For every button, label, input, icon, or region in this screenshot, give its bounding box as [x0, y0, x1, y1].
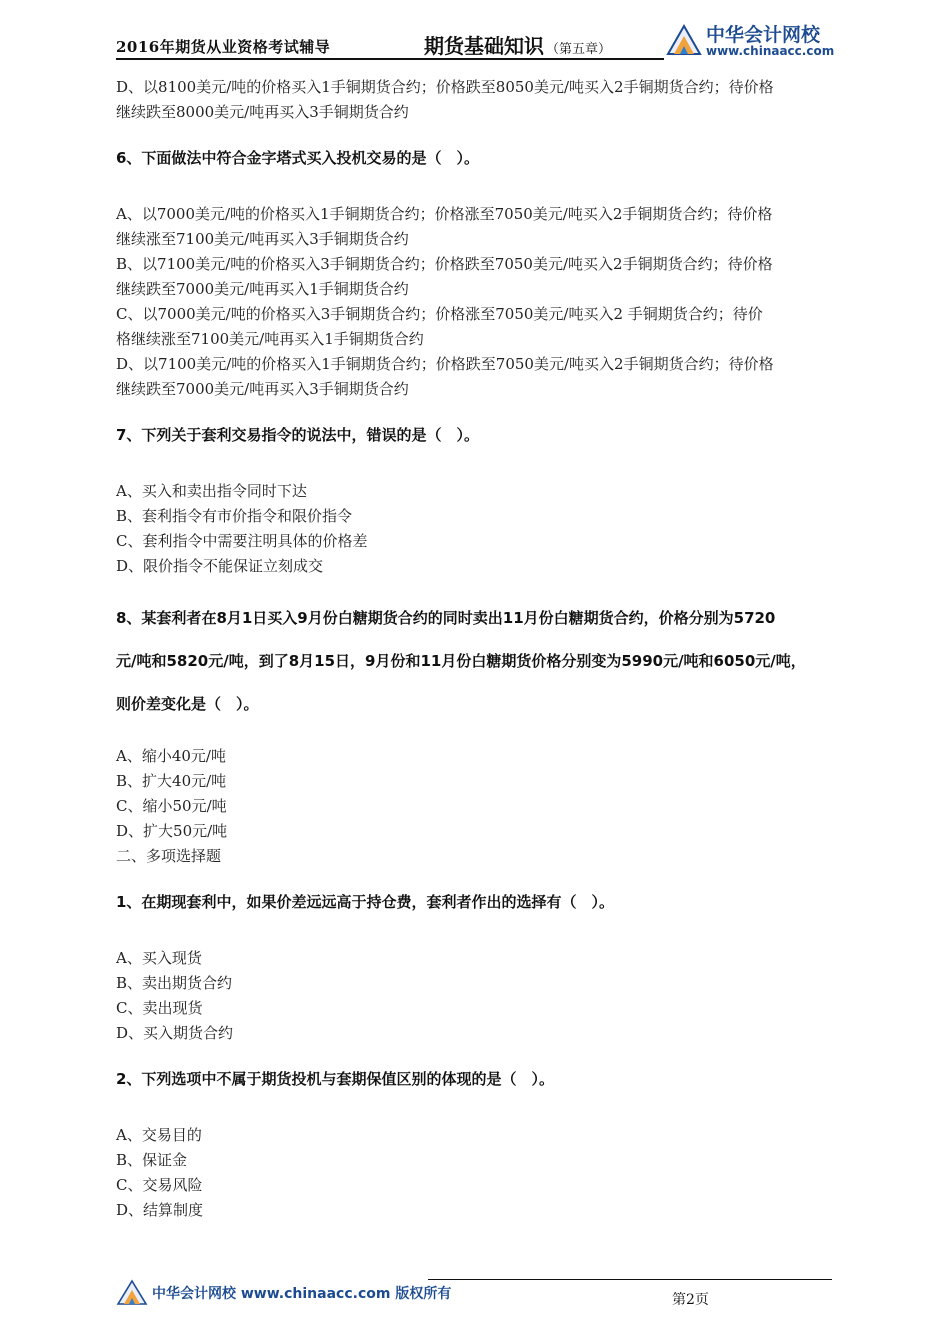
question-7: 7、下列关于套利交易指令的说法中，错误的是（ ）。 [116, 426, 479, 444]
header-rule [116, 58, 664, 60]
option-line: 格继续涨至7100美元/吨再买入1手铜期货合约 [116, 330, 424, 348]
question-8-options [116, 744, 840, 869]
multi-question-1-options [116, 946, 840, 1046]
question-6: 6、下面做法中符合金字塔式买入投机交易的是（ ）。 [116, 149, 479, 167]
option-line: 继续跌至7000美元/吨再买入1手铜期货合约 [116, 280, 409, 298]
page-footer [116, 1276, 836, 1316]
question-8-line: 则价差变化是（ ）。 [116, 695, 259, 713]
text-line: D、以8100美元/吨的价格买入1手铜期货合约；价格跌至8050美元/吨买入2手铜期货合约；待价格 [116, 78, 774, 96]
option-d: D、限价指令不能保证立刻成交 [116, 557, 324, 575]
option-b: B、卖出期货合约 [116, 974, 233, 992]
option-d: D、扩大50元/吨 [116, 822, 228, 840]
section-heading-multiple-choice: 二、多项选择题 [116, 847, 222, 865]
option-line: C、以7000美元/吨的价格买入3手铜期货合约；价格涨至7050美元/吨买入2 手铜期货合约；待价 [116, 305, 763, 323]
option-a: A、买入和卖出指令同时下达 [116, 482, 307, 500]
footer-rule [428, 1279, 832, 1280]
option-b: B、套利指令有市价指令和限价指令 [116, 507, 353, 525]
logo-triangle-icon [664, 20, 704, 60]
option-c: C、缩小50元/吨 [116, 797, 227, 815]
option-line: 继续涨至7100美元/吨再买入3手铜期货合约 [116, 230, 409, 248]
option-b: B、扩大40元/吨 [116, 772, 227, 790]
option-line: D、以7100美元/吨的价格买入1手铜期货合约；价格跌至7050美元/吨买入2手铜期货合约；待价格 [116, 355, 774, 373]
header-chapter: （第五章） [546, 42, 612, 57]
page-content [116, 75, 840, 1223]
footer-logo-icon [116, 1278, 150, 1306]
option-a: A、缩小40元/吨 [116, 747, 226, 765]
header-course-title: 2016年期货从业资格考试辅导 [116, 38, 331, 56]
question-6-options [116, 202, 840, 402]
logo-url: www.chinaacc.com [706, 44, 835, 58]
page-number: 第2页 [672, 1292, 709, 1308]
option-c: C、交易风险 [116, 1176, 203, 1194]
option-a: A、交易目的 [116, 1126, 202, 1144]
page-header [116, 20, 836, 60]
question-7-options [116, 479, 840, 579]
multi-question-1: 1、在期现套利中，如果价差远远高于持仓费，套利者作出的选择有（ ）。 [116, 893, 614, 911]
logo-name: 中华会计网校 [706, 24, 821, 46]
option-d: D、买入期货合约 [116, 1024, 234, 1042]
text-line: 继续跌至8000美元/吨再买入3手铜期货合约 [116, 103, 409, 121]
question-8-line: 元/吨和5820元/吨，到了8月15日，9月份和11月份白糖期货价格分别变为5990元/吨和6050元/吨， [116, 652, 806, 670]
option-c: C、套利指令中需要注明具体的价格差 [116, 532, 368, 550]
option-d: D、结算制度 [116, 1201, 204, 1219]
question-8-line: 8、某套利者在8月1日买入9月份白糖期货合约的同时卖出11月份白糖期货合约，价格分别为5720 [116, 609, 776, 627]
option-a: A、买入现货 [116, 949, 202, 967]
question-8 [116, 597, 840, 726]
multi-question-2: 2、下列选项中不属于期货投机与套期保值区别的体现的是（ ）。 [116, 1070, 554, 1088]
site-logo [664, 20, 839, 60]
option-c: C、卖出现货 [116, 999, 203, 1017]
header-subject-name: 期货基础知识 [424, 34, 544, 58]
option-line: 继续跌至7000美元/吨再买入3手铜期货合约 [116, 380, 409, 398]
footer-copyright: 中华会计网校 www.chinaacc.com 版权所有 [152, 1286, 452, 1302]
header-subject-title [424, 30, 611, 59]
option-line: A、以7000美元/吨的价格买入1手铜期货合约；价格涨至7050美元/吨买入2手铜期货合约；待价格 [116, 205, 773, 223]
option-line: B、以7100美元/吨的价格买入3手铜期货合约；价格跌至7050美元/吨买入2手铜期货合约；待价格 [116, 255, 773, 273]
multi-question-2-options [116, 1123, 840, 1223]
option-b: B、保证金 [116, 1151, 188, 1169]
